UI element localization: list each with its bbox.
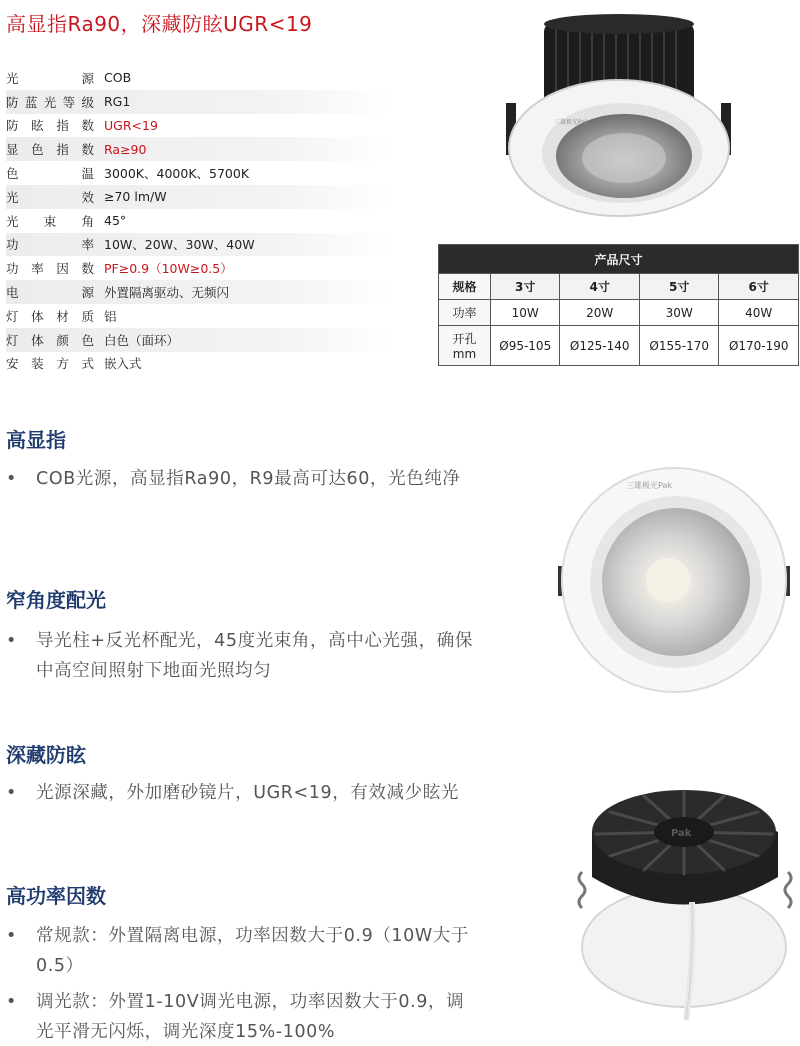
spec-row [6, 304, 392, 328]
spec-label: 功 率 [6, 237, 94, 253]
spec-list [6, 66, 392, 375]
bullet-icon: • [6, 631, 17, 651]
power-cell: 30W [639, 300, 719, 326]
bullet-text: 光源深藏，外加磨砂镜片，UGR<19，有效减少眩光 [36, 783, 459, 803]
power-cell: 20W [560, 300, 640, 326]
downlight-heatsink-image [574, 772, 800, 1022]
bullet-icon: • [6, 469, 17, 489]
spec-row [6, 209, 392, 233]
spec-row [6, 137, 392, 161]
bullet-item [6, 626, 474, 686]
spec-label: 安 装 方 式 [6, 356, 94, 372]
spec-label: 光 源 [6, 70, 94, 86]
spec-value: 外置隔离驱动、无频闪 [104, 285, 230, 301]
spec-row [6, 280, 392, 304]
section-text [6, 778, 474, 808]
spec-value: 嵌入式 [104, 356, 142, 372]
size-col-5: 5寸 [639, 274, 719, 300]
spec-row [6, 328, 392, 352]
hole-cell: Ø125-140 [560, 326, 640, 366]
hole-row-label [439, 326, 491, 366]
bullet-item [6, 464, 474, 494]
spec-value: 10W、20W、30W、40W [104, 237, 255, 253]
spec-row [6, 161, 392, 185]
spec-row [6, 185, 392, 209]
hole-cell: Ø155-170 [639, 326, 719, 366]
spec-label: 防 眩 指 数 [6, 118, 94, 134]
heatsink-logo: Pak [671, 828, 692, 839]
downlight-front-image [556, 462, 792, 698]
bullet-text: COB光源，高显指Ra90，R9最高可达60，光色纯净 [36, 469, 461, 489]
power-cell: 10W [491, 300, 560, 326]
spec-label: 光 效 [6, 189, 94, 205]
spec-row [6, 256, 392, 280]
spec-row [6, 233, 392, 257]
power-row-label: 功率 [439, 300, 491, 326]
bullet-icon: • [6, 783, 17, 803]
spec-label: 光 束 角 [6, 213, 94, 229]
hole-cell: Ø170-190 [719, 326, 799, 366]
bullet-item [6, 987, 474, 1046]
section-text [6, 626, 474, 686]
section-text [6, 464, 474, 494]
section-text [6, 921, 474, 1046]
spec-row [6, 66, 392, 90]
spec-value: UGR<19 [104, 117, 158, 133]
spec-value: 白色（面环） [104, 332, 180, 348]
size-table-header-label: 规格 [439, 274, 491, 300]
power-cell: 40W [719, 300, 799, 326]
spec-row [6, 90, 392, 114]
brand-logo-front: 三雄极光Pak [626, 481, 672, 490]
bullet-text: 常规款：外置隔离电源，功率因数大于0.9（10W大于0.5） [36, 926, 470, 976]
bullet-icon: • [6, 926, 17, 946]
size-table [438, 244, 799, 366]
bullet-icon: • [6, 992, 17, 1012]
spec-label: 灯 体 颜 色 [6, 332, 94, 348]
spec-row [6, 352, 392, 376]
spec-label: 功 率 因 数 [6, 261, 94, 277]
spec-label: 防 蓝 光 等 级 [6, 94, 94, 110]
spec-row [6, 114, 392, 138]
spec-value: 3000K、4000K、5700K [104, 166, 250, 182]
spec-label: 色 温 [6, 166, 94, 182]
section-title: 高显指 [6, 428, 66, 452]
size-table-title: 产品尺寸 [439, 245, 799, 274]
bullet-text: 导光柱+反光杯配光，45度光束角，高中心光强，确保中高空间照射下地面光照均匀 [36, 631, 473, 681]
spec-value: COB [104, 70, 132, 86]
bullet-item [6, 921, 474, 981]
brand-logo: 三雄极光Pak [554, 119, 589, 126]
section-title: 深藏防眩 [6, 743, 86, 767]
size-col-6: 6寸 [719, 274, 799, 300]
spec-label: 电 源 [6, 285, 94, 301]
size-col-4: 4寸 [560, 274, 640, 300]
section-title: 高功率因数 [6, 884, 106, 908]
spec-value: 铝 [104, 308, 117, 324]
hole-label-line2: mm [452, 347, 477, 361]
hole-cell: Ø95-105 [491, 326, 560, 366]
spec-label: 灯 体 材 质 [6, 308, 94, 324]
spec-value: PF≥0.9（10W≥0.5） [104, 261, 233, 277]
spec-value: 45° [104, 213, 127, 229]
section-title: 窄角度配光 [6, 588, 106, 612]
headline: 高显指Ra90，深藏防眩UGR<19 [6, 12, 313, 36]
size-col-3: 3寸 [491, 274, 560, 300]
spec-label: 显 色 指 数 [6, 142, 94, 158]
spec-value: ≥70 lm/W [104, 189, 167, 205]
bullet-text: 调光款：外置1-10V调光电源，功率因数大于0.9，调光平滑无闪烁，调光深度15%-100% [36, 992, 465, 1042]
hole-label-line1: 开孔 [452, 332, 477, 346]
downlight-angled-image [496, 8, 746, 223]
spec-value: RG1 [104, 94, 131, 110]
bullet-item [6, 778, 474, 808]
spec-value: Ra≥90 [104, 141, 147, 157]
